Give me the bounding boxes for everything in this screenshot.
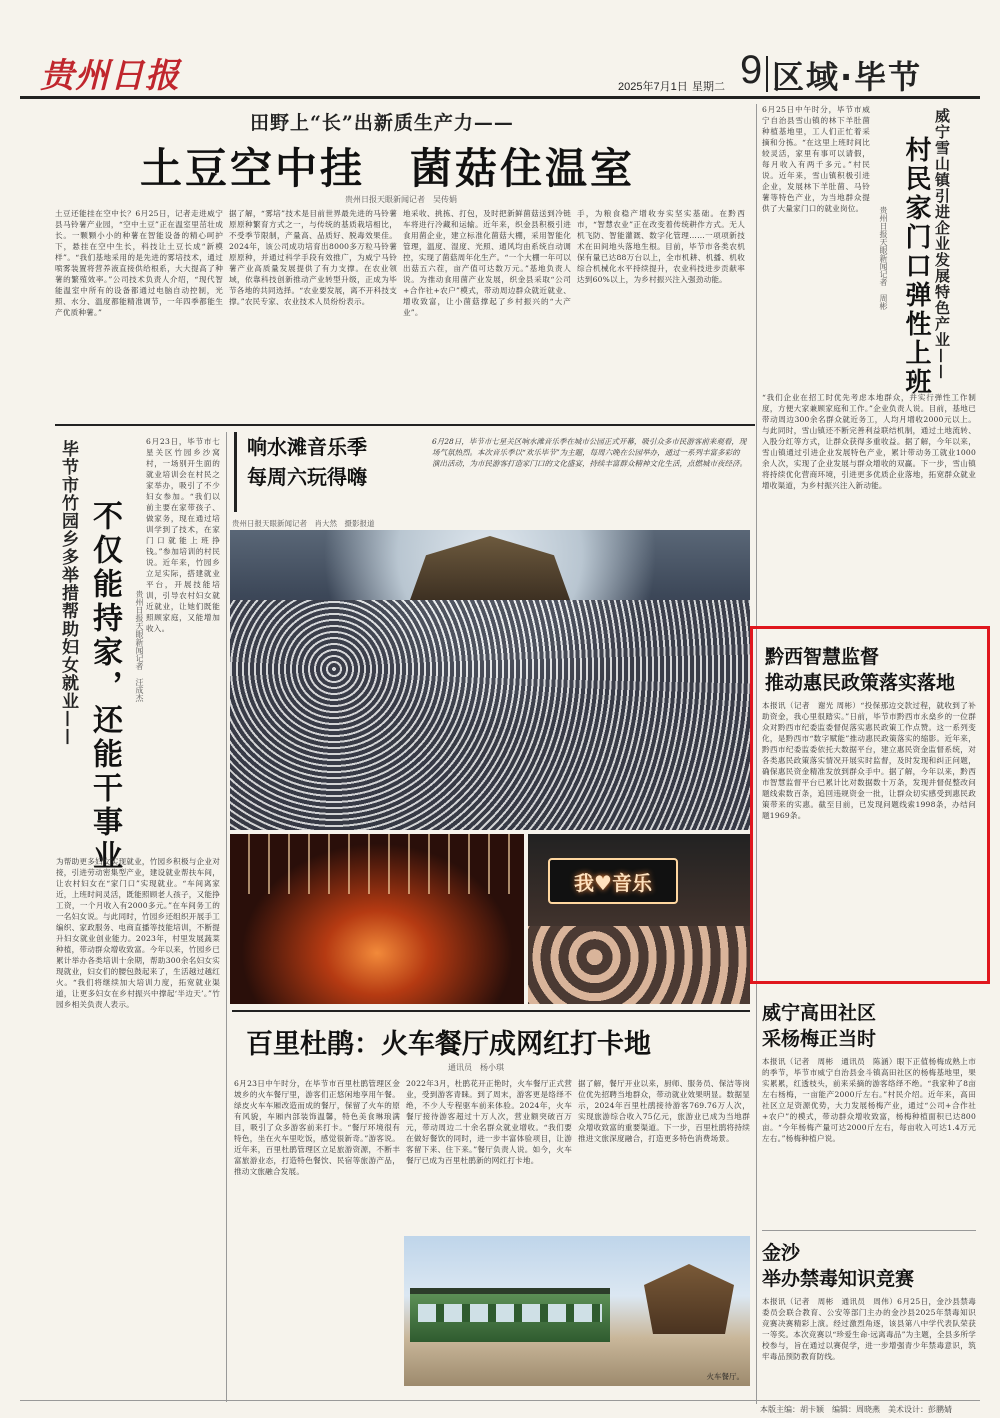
music-byline: 贵州日报天眼新闻记者 肖大然 摄影报道: [232, 519, 375, 528]
qianxi-headline-2: 推动惠民政策落实落地: [765, 672, 956, 694]
music-caption: 6月28日，毕节市七星关区响水滩音乐季在城市公园正式开幕，吸引众多市民游客前来观看，现场气氛热烈。本次音乐季以“欢乐毕节”为主题，每周六晚在公园举办，通过一系列丰富多彩的演出活动，为市民游客打造家门口的文化盛宴，持续丰富群众精神文化生活，点燃城市夜经济。: [432, 437, 747, 468]
masthead: [0, 0, 1000, 100]
lead-headline: 土豆空中挂 菌菇住温室: [140, 144, 636, 193]
railway-top-rule: [232, 1010, 750, 1012]
train-windows: [418, 1304, 602, 1322]
qianxi-headline-1: 黔西智慧监督: [765, 646, 880, 668]
weining-main-headline: 村民家门口弹性上班: [901, 136, 931, 397]
music-headline-box: [234, 432, 424, 512]
crowd: [230, 600, 750, 830]
lead-col-2: 据了解，“雾培”技术是目前世界最先进的马铃薯原原种繁育方式之一，与传统的基质栽培相比，不受季节限制，产量高、品质好、脱毒效果佳。2024年，该公司成功培育出8000多万粒马铃薯原原种，并通过科学手段有效推广，为威宁马铃薯产业高质量发展提供了有力支撑。在农业领域，依靠科技创新推动产业转型升级，正成为毕节各地的共同选择。“农业要发展，离不开科技支撑。”农民专家、农业技术人员纷纷表示。: [229, 209, 397, 306]
zhuyuan-col-top: 6月23日，毕节市七星关区竹园乡沙窝村，一场别开生面的就业培训会在村民之家举办，吸引了不少妇女参加。“我们以前主要在家带孩子、做家务，现在通过培训学到了技术，在家门口就能上班挣钱。”参加培训的村民说。近年来，竹园乡立足实际，搭建就业平台，开展技能培训，引导农村妇女就近就业，让她们既能照顾家庭，又能增加收入。: [146, 437, 220, 633]
issue-date: 2025年7月1日: [618, 81, 688, 93]
zhuyuan-main-headline: 不仅能持家，还能干事业: [87, 500, 122, 874]
left-col-divider: [226, 432, 227, 1402]
led-banner: [548, 858, 678, 904]
audience-faces: [528, 926, 750, 1004]
concert-photo: [230, 530, 750, 830]
train-photo-caption: 火车餐厅。: [706, 1372, 744, 1381]
footer-rule: [20, 1400, 980, 1401]
newspaper-logo: 贵州日报: [40, 56, 180, 96]
stage-photo: [230, 834, 524, 1004]
lead-col-3: 地采收、挑拣、打包，及时把新鲜菌菇送到冷链车将进行冷藏和运输。近年来，织金县积极引进食用菌企业，建立标准化菌菇大棚，采用智能化管理，温度、湿度、光照、通风均由系统自动调控，实现了菌菇周年化生产。“一个大棚一年可以出菇五六茬，亩产值可达数万元。”基地负责人说。为推动食用菌产业发展，织金县采取“公司+合作社+农户”模式，带动周边群众就近就业、增收致富，让小菌菇撑起了乡村振兴的“大产业”。: [403, 209, 571, 317]
stage-building: [410, 536, 570, 600]
masthead-rule: [20, 96, 980, 99]
zhuyuan-col-full: 为帮助更多妇女实现就业，竹园乡积极与企业对接，引进劳动密集型产业，建设就业帮扶车间，让农村妇女在“家门口”实现就业。“车间离家近，上班时间灵活，既能照顾老人孩子，又能挣工资，一个月收入有2000多元。”在车间务工的一名妇女说。与此同时，竹园乡还组织开展手工编织、家政服务、电商直播等技能培训，不断提升妇女就业创业能力。2023年，村里发展蔬菜种植，带动群众增收致富。今年以来，竹园乡已累计举办各类培训十余期，帮助300余名妇女实现就业，妇女们的腰包鼓起来了，生活越过越红火。“我们将继续加大培训力度，拓宽就业渠道，让更多妇女在乡村振兴中撑起‘半边天’。”竹园乡相关负责人表示。: [56, 857, 220, 1009]
gaotian-body: 本报讯（记者 周彬 通讯员 陈涵）眼下正值杨梅成熟上市的季节，毕节市威宁自治县金斗镇高田社区的杨梅基地里，果实累累，红透枝头，前来采摘的游客络绎不绝。“我家种了8亩左右杨梅，一亩能产2000斤左右。”村民介绍。近年来，高田社区立足资源优势，大力发展杨梅产业，通过“公司+合作社+农户”的模式，带动群众增收致富，杨梅种植面积已达800亩。“今年杨梅产量可达2000斤左右，每亩收入可达1.4万元左右。”杨梅种植户说。: [762, 1057, 976, 1143]
weining-byline: 贵州日报天眼新闻记者 周彬: [879, 206, 888, 310]
jinsha-headline-1: 金沙: [762, 1242, 801, 1264]
banner-photo: [528, 834, 750, 1004]
jinsha-headline-2: 举办禁毒知识竞赛: [762, 1268, 915, 1290]
music-headline: 响水滩音乐季 每周六玩得嗨: [247, 435, 387, 489]
weining-col-top: 6月25日中午时分，毕节市威宁自治县雪山镇的林下羊肚菌种植基地里，工人们正忙着采摘和分拣。“在这里上班时间比较灵活，家里有事可以请假，每月收入有两千多元。”村民说。近年来，雪山镇积极引进企业，发展林下羊肚菌、马铃薯等特色产业，为当地群众提供了大量家门口的就业岗位。: [762, 105, 870, 213]
train-car: [410, 1288, 610, 1342]
gaotian-headline-2: 采杨梅正当时: [762, 1028, 877, 1050]
zhuyuan-side-headline: 毕节市竹园乡多举措帮助妇女就业——: [58, 440, 78, 746]
jinsha-body: 本报讯（记者 周彬 通讯员 周伟）6月25日，金沙县禁毒委员会联合教育、公安等部门主办的金沙县2025年禁毒知识竞赛决赛精彩上演。经过激烈角逐，该县第八中学代表队荣获一等奖。本次竞赛以“珍爱生命·远离毒品”为主题，全县多所学校参与，旨在通过以赛促学，进一步增强青少年禁毒意识，筑牢毒品预防教育防线。: [762, 1297, 976, 1361]
train-restaurant-photo: [404, 1236, 750, 1386]
led-banner-text: 我♥音乐: [574, 870, 652, 895]
railway-col-1: 6月23日中午时分，在毕节市百里杜鹃管理区金坡乡的火车餐厅里，游客们正悠闲地享用午餐。绿皮火车车厢改造而成的餐厅，保留了火车的原有风貌，车厢内部装饰温馨，特色美食琳琅满目，吸引了众多游客前来打卡。“餐厅环境很有特色，坐在火车里吃饭，感觉很新奇。”游客说。近年来，百里杜鹃管理区立足旅游资源，不断丰富旅游业态，打造特色餐饮、民宿等旅游产品，推动文旅融合发展。: [234, 1079, 400, 1176]
lead-bottom-rule: [55, 424, 755, 426]
weining-col-full: “我们企业在招工时优先考虑本地群众，并实行弹性工作制度，方便大家兼顾家庭和工作。”企业负责人说。目前，基地已带动周边300余名群众就近务工，人均月增收2000元以上。与此同时，雪山镇还不断完善利益联结机制，通过土地流转、入股分红等方式，让群众获得多重收益。据了解，今年以来，雪山镇通过引进企业发展特色产业，累计带动务工就业1000余人次，实现了企业发展与群众增收的双赢。下一步，雪山镇将持续优化营商环境，引进更多优质企业落地，拓宽群众就业增收渠道，为乡村振兴注入新动能。: [762, 393, 976, 490]
railway-col-3: 据了解，餐厅开业以来，厨师、服务员、保洁等岗位优先招聘当地群众，带动就业效果明显。数据显示，2024年百里杜鹃接待游客769.76万人次，实现旅游综合收入75亿元，旅游业已成为当地群众增收致富的重要渠道。下一步，百里杜鹃将持续推进文旅深度融合，打造更多特色消费场景。: [578, 1079, 750, 1143]
lead-kicker: 田野上“长”出新质生产力——: [250, 112, 514, 134]
issue-weekday: 星期二: [692, 81, 725, 93]
railway-byline: 通讯员 杨小琪: [448, 1063, 504, 1072]
lead-byline: 贵州日报天眼新闻记者 吴传娟: [345, 195, 457, 204]
stage-lights: [230, 834, 524, 894]
gaotian-headline-1: 威宁高田社区: [762, 1002, 877, 1024]
railway-col-2: 2022年3月，杜鹃花开正艳时，火车餐厅正式营业，受到游客青睐。到了周末，游客更是络绎不绝，不少人专程驱车前来体验。2024年，火车餐厅接待游客超过十万人次，营业额突破百万元，带动周边二十余名群众就业增收。“我们要在做好餐饮的同时，进一步丰富体验项目，让游客留下来、住下来。”餐厅负责人说。如今，火车餐厅已成为百里杜鹃新的网红打卡地。: [406, 1079, 572, 1165]
footer-credits: 本版主编：胡卡颖 编辑：周晓燕 美术设计：彭鹏婧: [760, 1405, 952, 1414]
masthead-divider: [766, 56, 768, 92]
pavilion: [644, 1264, 734, 1334]
railway-headline: 百里杜鹃：火车餐厅成网红打卡地: [246, 1029, 651, 1060]
section-title: 区域·毕节: [772, 58, 923, 96]
lead-col-1: 土豆还能挂在空中长？6月25日，记者走进威宁县马铃薯产业园，“空中土豆”正在温室里茁壮成长。一颗颗小小的种薯在智能设备的精心呵护下，悬挂在空中生长，科技让土豆长成“新模样”。“我们基地采用的是先进的雾培技术，通过喷雾装置将营养液直接供给根系，大大提高了种薯的繁殖效率。”公司技术负责人介绍，“现代智能温室中所有的设备都通过电脑自动控制，光照、水分、温度都能精准调节，一年四季都能生产优质种薯。”: [55, 209, 223, 317]
gaotian-rule: [762, 1230, 976, 1231]
zhuyuan-byline: 贵州日报天眼新闻记者 汪成杰: [135, 590, 144, 702]
lead-col-4: 手，为粮食稳产增收夯实坚实基础。在黔西市，“智慧农业”正在改变着传统耕作方式。无人机飞防、智能灌溉、数字化管理……一项项新技术在田间地头落地生根。目前，毕节市各类农机保有量已达88万台以上，全市机耕、机播、机收综合机械化水平持续提升，农业科技进步贡献率达到60%以上，为乡村振兴注入强劲动能。: [577, 209, 745, 284]
qianxi-body: 本报讯（记者 谢光 周彬）“投保那边交款过程，就收到了补助资金，我心里很踏实。”日前，毕节市黔西市永燊乡的一位群众对黔西市纪委监委督促落实惠民政策工作点赞。这一系列变化，是黔西市“数字赋能”推动惠民政策落实的缩影。近年来，黔西市纪委监委依托大数据平台，建立惠民资金监督系统，对各类惠民政策落实情况开展实时监督，及时发现和纠正问题，确保惠民资金精准发放到群众手中。据了解，今年以来，黔西市智慧监督平台已累计比对数据数十万条，发现并督促整改问题线索数百条，追回违规资金一批，让群众切实感受到惠民政策带来的实惠。截至目前，已发现问题线索1998条，办结问题1969条。: [762, 701, 976, 820]
weining-side-headline: 威宁雪山镇引进企业发展特色产业——: [933, 108, 951, 380]
page-number: 9: [740, 48, 763, 92]
